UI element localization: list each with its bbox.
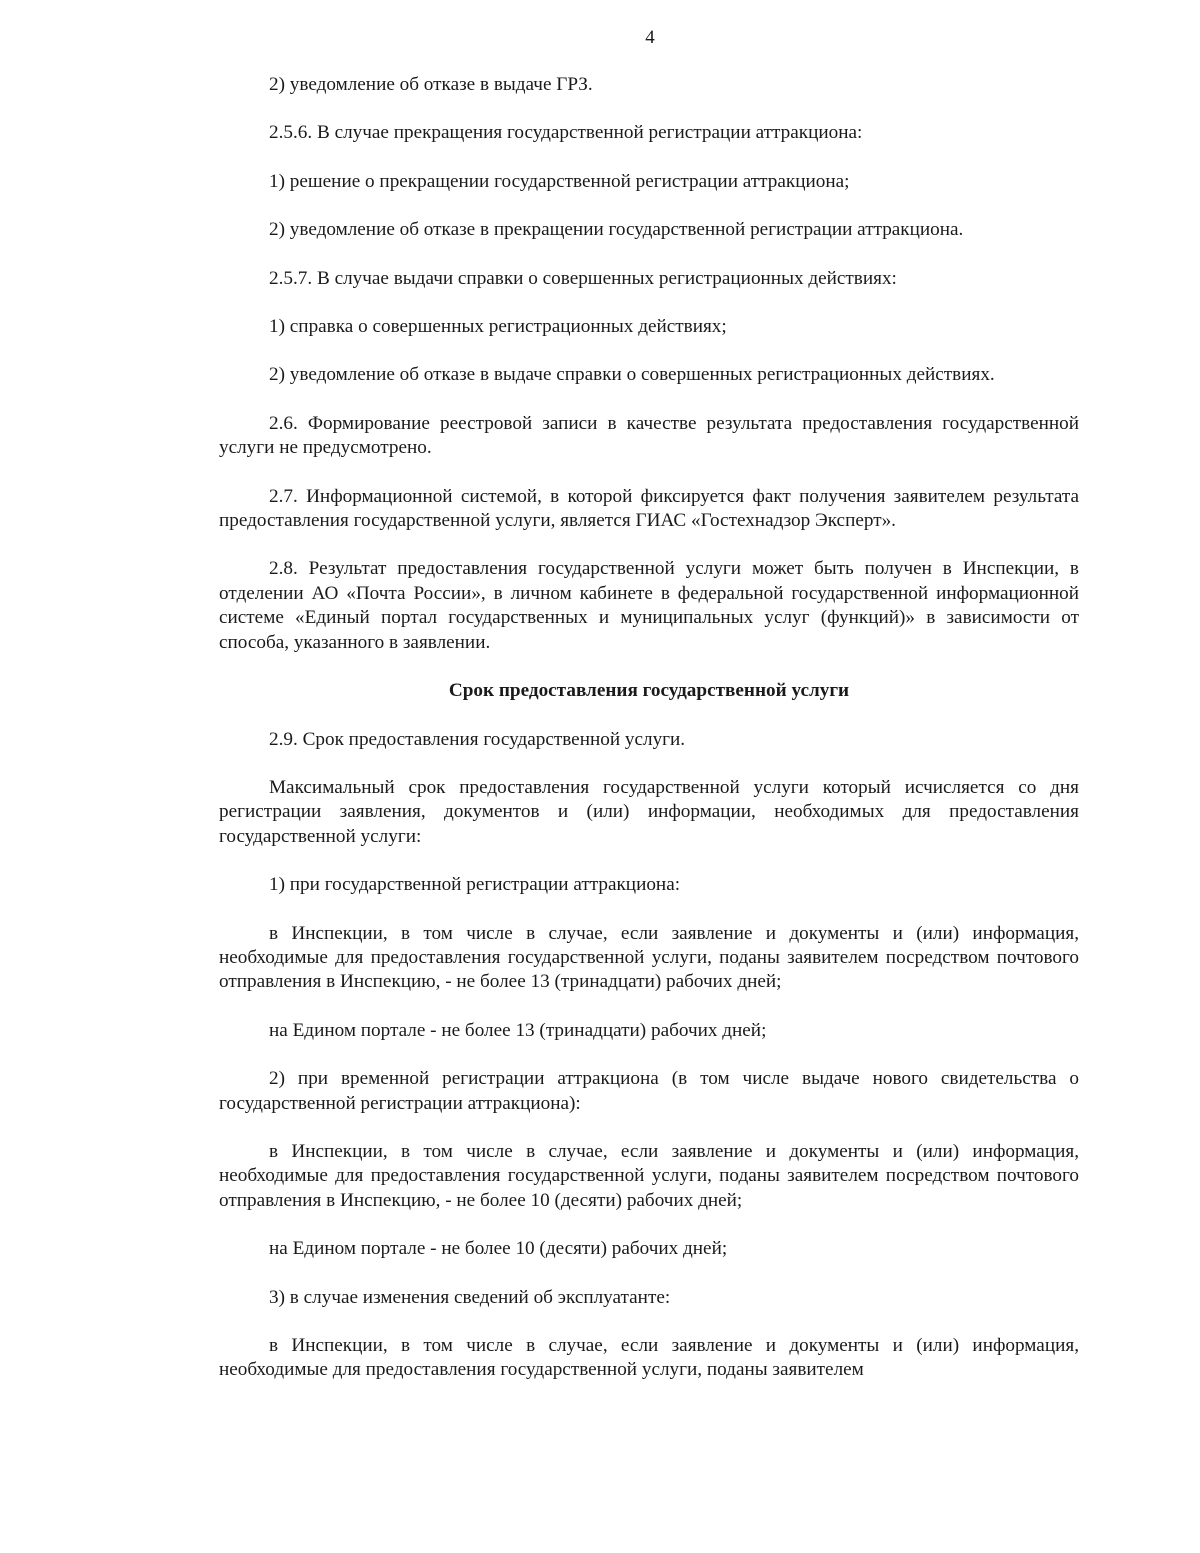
paragraph: 2) при временной регистрации аттракциона (в том числе выдаче нового свидетельства о государственной регистрации аттракциона): [219,1068,1079,1114]
paragraph: 2.9. Срок предоставления государственной услуги. [269,728,686,750]
paragraph: на Едином портале - не более 10 (десяти) рабочих дней; [269,1238,728,1260]
paragraph: 2.8. Результат предоставления государственной услуги может быть получен в Инспекции, в отделении АО «Почта России», в личном кабинете в федеральной государственной информационной системе «Единый портал государственных и муниципальных услуг (функций)» в зависимости от способа, указанного в заявлении. [219,558,1079,653]
paragraph: Максимальный срок предоставления государственной услуги который исчисляется со дня регистрации заявления, документов и (или) информации, необходимых для предоставления государственной услуги: [219,776,1079,847]
paragraph: 2.5.7. В случае выдачи справки о совершенных регистрационных действиях: [269,267,897,289]
paragraph: 3) в случае изменения сведений об эксплуатанте: [269,1286,671,1308]
document-body [219,73,1079,1383]
section-heading: Срок предоставления государственной услуги [448,680,850,702]
paragraph: 2) уведомление об отказе в выдаче ГРЗ. [269,74,593,95]
page-number: 4 [645,27,655,48]
paragraph: 2.7. Информационной системой, в которой фиксируется факт получения заявителем результата предоставления государственной услуги, является ГИАС «Гостехнадзор Эксперт». [219,485,1079,532]
paragraph: в Инспекции, в том числе в случае, если заявление и документы и (или) информация, необходимые для предоставления государственной услуги, поданы заявителем [219,1335,1079,1381]
paragraph: 2.6. Формирование реестровой записи в качестве результата предоставления государственной услуги не предусмотрено. [219,412,1079,459]
paragraph: 2) уведомление об отказе в прекращении государственной регистрации аттракциона. [269,219,964,241]
paragraph: 2.5.6. В случае прекращения государственной регистрации аттракциона: [269,122,863,144]
paragraph: 2) уведомление об отказе в выдаче справки о совершенных регистрационных действиях. [269,364,995,386]
paragraph: в Инспекции, в том числе в случае, если заявление и документы и (или) информация, необходимые для предоставления государственной услуги, поданы заявителем посредством почтового отправления в Инспекцию, - не более 13 (тринадцати) рабочих дней; [219,922,1079,993]
paragraph: в Инспекции, в том числе в случае, если заявление и документы и (или) информация, необходимые для предоставления государственной услуги, поданы заявителем посредством почтового отправления в Инспекцию, - не более 10 (десяти) рабочих дней; [219,1140,1079,1211]
paragraph: на Едином портале - не более 13 (тринадцати) рабочих дней; [269,1019,767,1041]
paragraph: 1) решение о прекращении государственной регистрации аттракциона; [269,170,850,192]
paragraph: 1) при государственной регистрации аттракциона: [269,874,681,896]
paragraph: 1) справка о совершенных регистрационных действиях; [269,316,727,338]
